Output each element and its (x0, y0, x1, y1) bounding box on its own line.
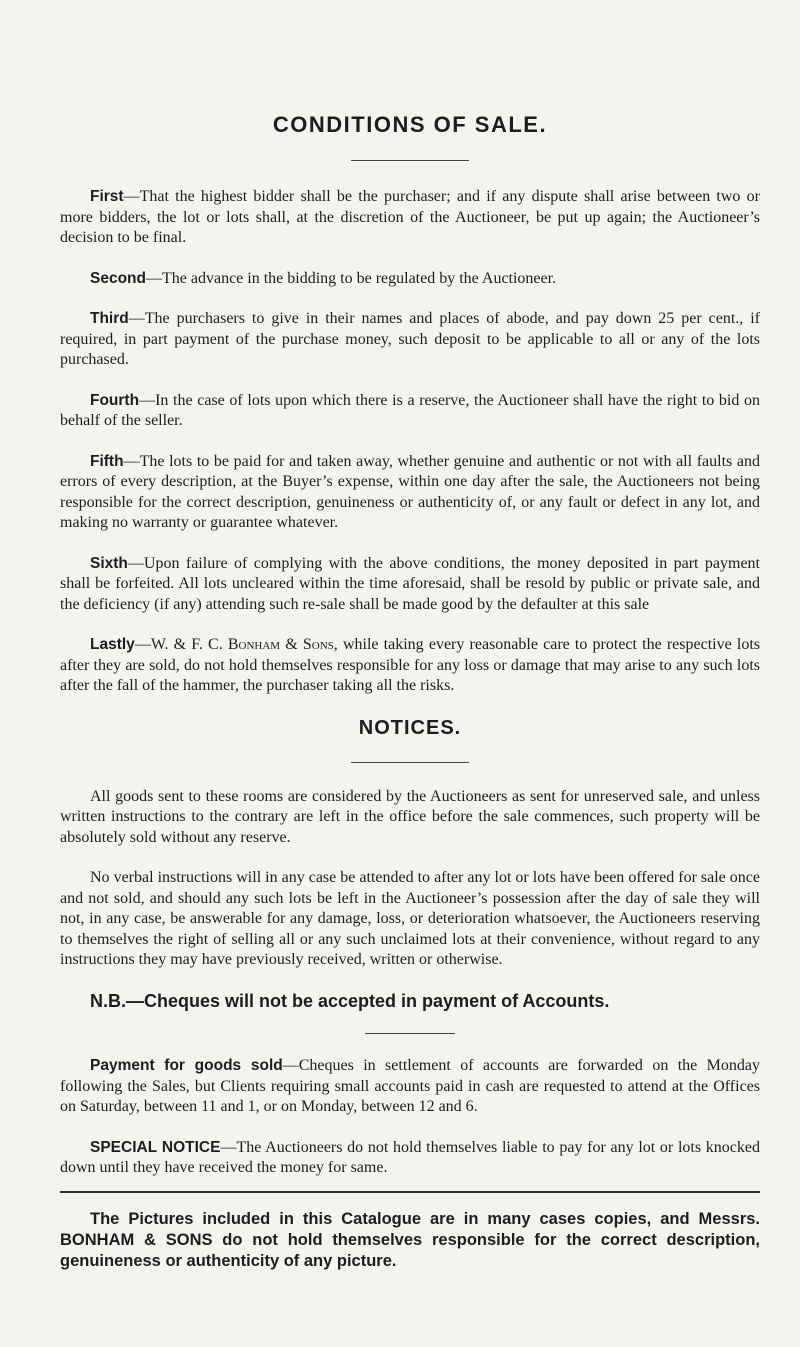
condition-text: —The advance in the bidding to be regulated by the Auctioneer. (145, 269, 557, 287)
condition-text: —The lots to be paid for and taken away, whether genuine and authentic or not with all faults and errors of every description, at the Buyer’s expense, within one day after the sale, the Auctioneers not being responsible for the correct description, genuineness or authenticity of, or any fault or defect in any lot, and making no warranty or guarantee whatever. (60, 452, 760, 531)
condition-lead: Second (90, 269, 146, 287)
pictures-disclaimer: The Pictures included in this Catalogue are in many cases copies, and Messrs. BONHAM & SONS do not hold themselves responsible for the correct description, genuineness or authenticity of any picture. (60, 1209, 760, 1270)
payment-lead: Payment for goods sold (90, 1057, 283, 1074)
payment-text: —Cheques in settlement of accounts are forwarded on the Monday following the Sales, but Clients requiring small accounts paid in cash are requested to attend at the Offices on Saturday, between 11 and 1, or on Monday, between 12 and 6. (60, 1057, 760, 1115)
condition-text: —Upon failure of complying with the above conditions, the money deposited in part payment shall be forfeited. All lots uncleared within the time aforesaid, shall be resold by public or private sale, and the deficiency (if any) attending such re-sale shall be made good by the defaulter at this sale (60, 554, 760, 613)
condition-text: while taking every reasonable care to protect the respective lots after they are sold, do not hold themselves responsible for any loss or damage that may arise to any such lots after the fall of the hammer, the purchaser taking all the risks. (60, 636, 760, 694)
page-title: CONDITIONS OF SALE. (272, 112, 548, 137)
condition-lead: Sixth (90, 554, 128, 572)
condition-text: —The purchasers to give in their names and places of abode, and pay down 25 per cent., if required, in part payment of the purchase money, such deposit to be applicable to all or any of the lots purchased. (60, 310, 760, 368)
notice-paragraph: No verbal instructions will in any case be attended to after any lot or lots have been offered for sale once and not sold, and should any such lots be left in the Auctioneer’s possession after the day of sale they will not, in any case, be answerable for any damage, loss, or deterioration whatsoever, the Auctioneers reserving to themselves the right of selling all or any such unclaimed lots at their convenience, without regard to any instructions they may have previously received, written or otherwise. (60, 869, 760, 968)
notices-heading: NOTICES. (358, 716, 462, 739)
condition-lead: Lastly (90, 636, 135, 653)
firm-name: — (134, 636, 151, 653)
document-page (60, 112, 760, 1272)
condition-lead: Third (90, 310, 129, 327)
payment-notice (60, 1056, 760, 1118)
condition-sixth (60, 554, 760, 616)
title-divider (351, 160, 469, 161)
footer-divider (60, 1191, 760, 1193)
notices-divider (351, 762, 469, 763)
special-text: —The Auctioneers do not hold themselves liable to pay for any lot or lots knocked down until they have received the money for same. (60, 1138, 760, 1176)
nb-divider (365, 1033, 455, 1034)
special-lead: SPECIAL NOTICE (90, 1138, 221, 1156)
condition-text: —In the case of lots upon which there is a reserve, the Auctioneer shall have the right to bid on behalf of the seller. (60, 391, 760, 429)
notice-paragraph: All goods sent to these rooms are considered by the Auctioneers as sent for unreserved sale, and unless written instructions to the contrary are left in the office before the sale commences, such property will be absolutely sold without any reserve. (60, 787, 760, 846)
firm-name: W. & F. C. Bonham & Sons, (150, 636, 338, 653)
condition-third (60, 309, 760, 371)
condition-fourth (60, 391, 760, 432)
condition-lead: First (90, 188, 124, 205)
condition-second (60, 269, 760, 290)
condition-lead: Fourth (90, 391, 140, 409)
condition-text: —That the highest bidder shall be the purchaser; and if any dispute shall arise between two or more bidders, the lot or lots shall, at the discretion of the Auctioneer, be put up again; the Auctioneer’s decision to be final. (60, 188, 760, 246)
condition-first (60, 187, 760, 249)
cheques-notice: N.B.—Cheques will not be accepted in payment of Accounts. (90, 990, 610, 1011)
special-notice (60, 1138, 760, 1179)
condition-lastly (60, 635, 760, 697)
condition-lead: Fifth (90, 452, 124, 470)
condition-fifth (60, 452, 760, 534)
